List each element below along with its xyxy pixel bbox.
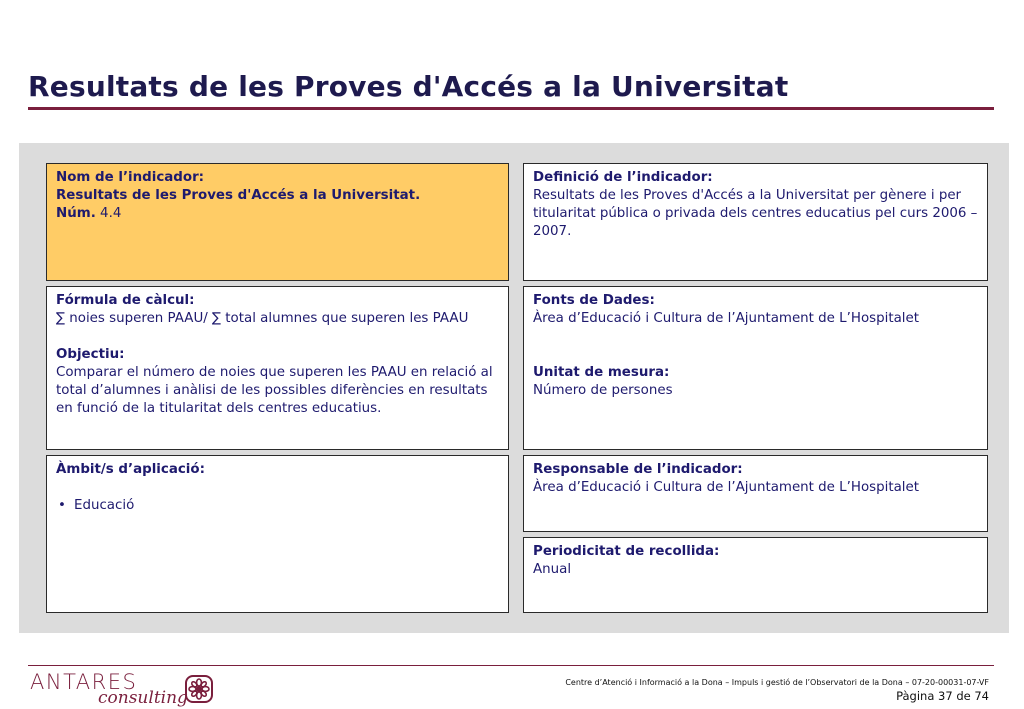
indicator-name-box	[46, 163, 509, 281]
data-sources-box	[523, 286, 988, 450]
periodicity-label: Periodicitat de recollida:	[533, 544, 720, 559]
unit-text: Número de persones	[533, 383, 673, 398]
definition-label: Definició de l’indicador:	[533, 170, 713, 185]
periodicity-text: Anual	[533, 562, 572, 577]
objective-text: Comparar el número de noies que superen les PAAU en relació al total d’alumnes i anàlisi de les possibles diferències en resultats en funció de la titularitat dels centres educatius.	[56, 365, 493, 416]
logo-name: ANTARES	[30, 670, 138, 694]
list-item: • Educació	[74, 497, 499, 515]
data-sources-label: Fonts de Dades:	[533, 293, 655, 308]
objective-label: Objectiu:	[56, 347, 125, 362]
formula-label: Fórmula de càlcul:	[56, 293, 195, 308]
responsible-label: Responsable de l’indicador:	[533, 462, 743, 477]
formula-box	[46, 286, 509, 450]
indicator-name-label: Nom de l’indicador:	[56, 170, 205, 185]
responsible-box	[523, 455, 988, 532]
scope-box	[46, 455, 509, 613]
page-title: Resultats de les Proves d'Accés a la Universitat	[28, 70, 789, 103]
logo-subtitle: consulting	[98, 688, 188, 708]
scope-list	[56, 497, 499, 515]
indicator-number-label: Núm.	[56, 206, 96, 221]
page-number: Pàgina 37 de 74	[896, 689, 989, 703]
scope-label: Àmbit/s d’aplicació:	[56, 462, 205, 477]
definition-text: Resultats de les Proves d'Accés a la Universitat per gènere i per titularitat pública o privada dels centres educatius pel curs 2006 – 2007.	[533, 188, 978, 239]
title-divider	[28, 107, 994, 110]
periodicity-box	[523, 537, 988, 613]
footer-text: Centre d’Atenció i Informació a la Dona – Impuls i gestió de l’Observatori de la Dona – 07-20-00031-07-VF	[565, 678, 989, 687]
data-sources-text: Àrea d’Educació i Cultura de l’Ajuntament de L’Hospitalet	[533, 311, 920, 326]
indicator-name-value: Resultats de les Proves d'Accés a la Universitat.	[56, 188, 421, 203]
indicator-number-value: 4.4	[100, 206, 122, 221]
footer-divider	[28, 665, 994, 666]
indicator-number	[56, 205, 499, 223]
flower-logo-icon	[184, 674, 214, 704]
responsible-text: Àrea d’Educació i Cultura de l’Ajuntament de L’Hospitalet	[533, 480, 920, 495]
definition-box	[523, 163, 988, 281]
formula-text: ∑ noies superen PAAU/ ∑ total alumnes que superen les PAAU	[56, 311, 469, 326]
unit-label: Unitat de mesura:	[533, 365, 670, 380]
